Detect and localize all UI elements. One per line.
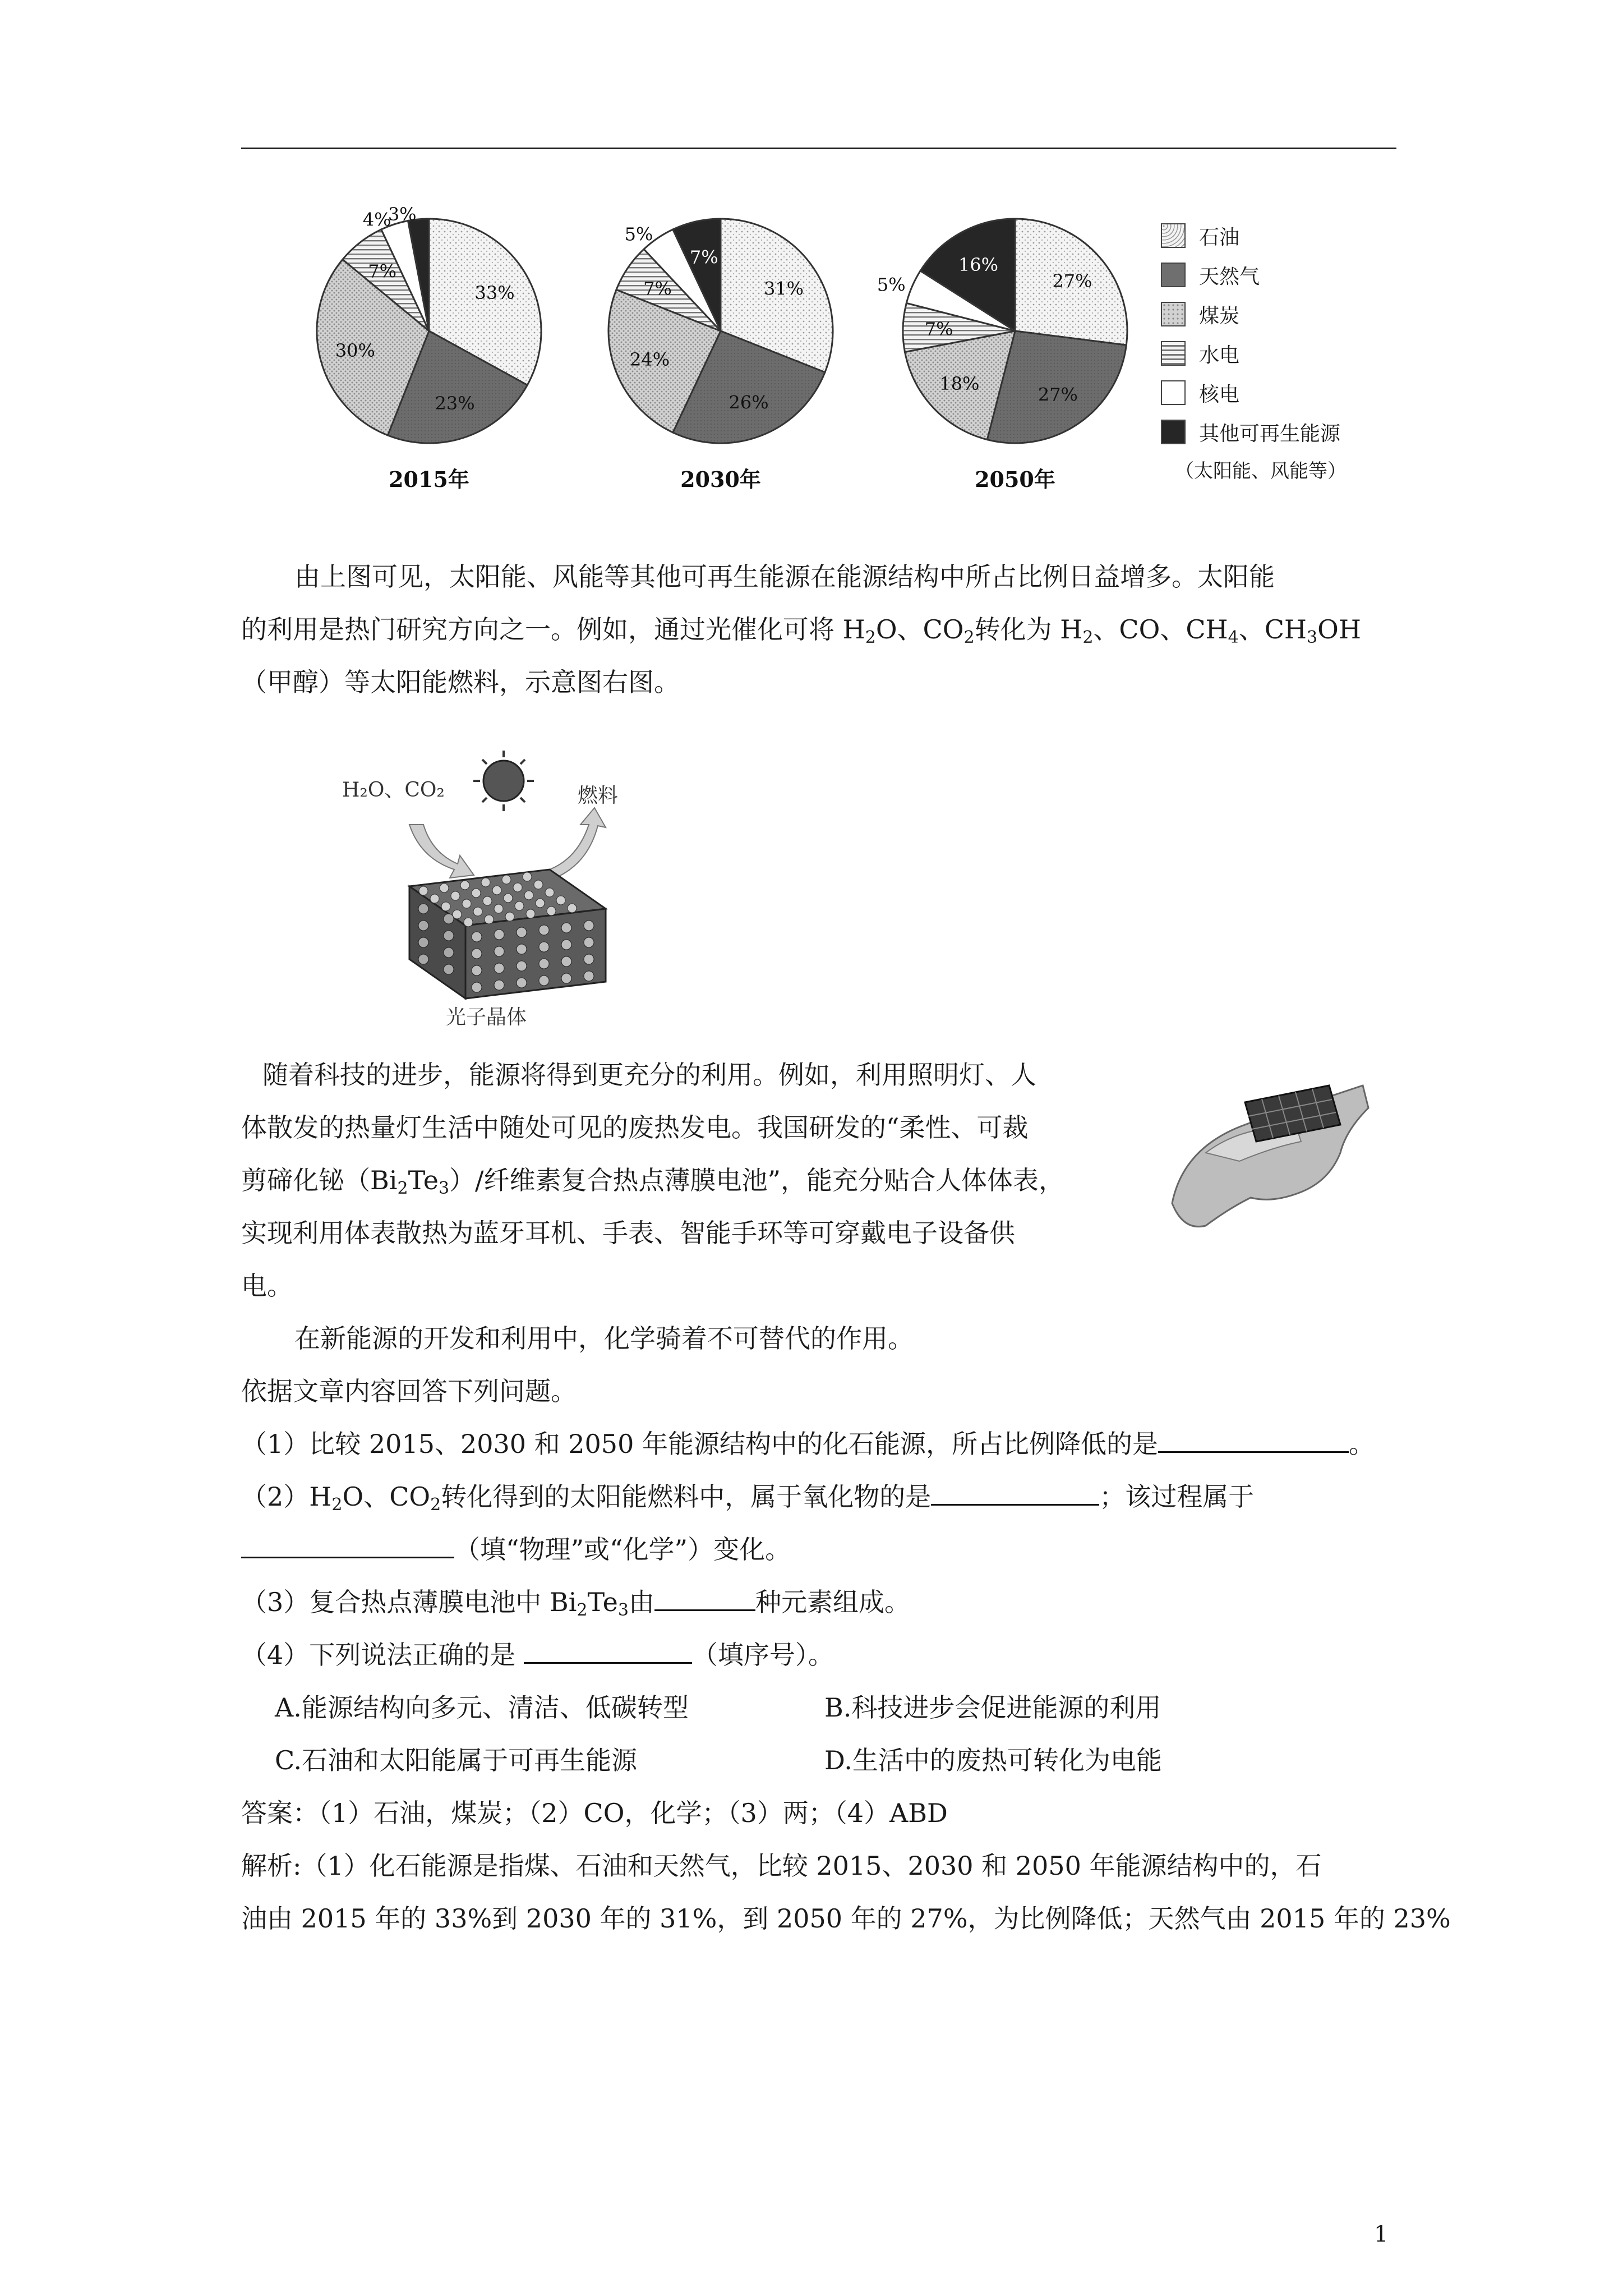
legend-label: 水电 bbox=[1199, 343, 1240, 367]
figure2-caption: 光子晶体 bbox=[446, 1006, 527, 1029]
pie-label-gas: 27% bbox=[1038, 384, 1078, 406]
figure2-output-label: 燃料 bbox=[578, 784, 619, 807]
para2-line2: 体散发的热量灯生活中随处可见的废热发电。我国研发的“柔性、可裁 bbox=[241, 1112, 1029, 1143]
pie-label-renew: 7% bbox=[689, 246, 718, 268]
pie-year-label: 2015年 bbox=[389, 467, 469, 492]
analysis-line2: 油由 2015 年的 33%到 2030 年的 31%，到 2050 年的 27%，为比例降低；天然气由 2015 年的 23% bbox=[241, 1903, 1451, 1934]
photonic-crystal-figure bbox=[325, 740, 684, 1032]
pie-label-coal: 24% bbox=[630, 349, 670, 371]
pie-chart-1 bbox=[608, 219, 833, 492]
answer-line: 答案：（1）石油，煤炭；（2）CO，化学；（3）两；（4）ABD bbox=[241, 1798, 948, 1828]
q2-oxide-blank[interactable] bbox=[931, 1481, 1099, 1506]
q4-answer-blank[interactable] bbox=[524, 1640, 692, 1664]
pie-label-coal: 30% bbox=[335, 339, 375, 361]
pie-label-oil: 31% bbox=[763, 278, 804, 300]
header-rule bbox=[241, 148, 1396, 149]
legend-label: 煤炭 bbox=[1199, 304, 1240, 328]
arrow-in-icon bbox=[409, 825, 474, 878]
para1-line1: 由上图可见，太阳能、风能等其他可再生能源在能源结构中所占比例日益增多。太阳能 bbox=[294, 562, 1275, 592]
pie-year-label: 2030年 bbox=[680, 467, 761, 492]
para2-line3: 剪碲化铋$(Bi_2Te_3)/$纤维素复合热点薄膜电池”，能充分贴合人体体表， bbox=[241, 1165, 1065, 1198]
q3-elements-blank[interactable] bbox=[654, 1587, 755, 1611]
pie-label-gas: 23% bbox=[435, 393, 475, 414]
option-c: C.石油和太阳能属于可再生能源 bbox=[275, 1745, 638, 1775]
para2-line5: 电。 bbox=[241, 1271, 293, 1301]
pie-label-renew: 3% bbox=[388, 203, 417, 225]
q2-change-blank[interactable] bbox=[241, 1534, 454, 1558]
legend-swatch bbox=[1161, 302, 1186, 326]
para2-line4: 实现利用体表散热为蓝牙耳机、手表、智能手环等可穿戴电子设备供 bbox=[241, 1218, 1015, 1248]
pie-label-hydro: 7% bbox=[368, 260, 396, 282]
questions-intro: 依据文章内容回答下列问题。 bbox=[241, 1376, 577, 1406]
pie-label-coal: 18% bbox=[939, 373, 980, 395]
question-1: （1）比较 2015、2030 和 2050 年能源结构中的化石能源，所占比例降低的是 。 bbox=[241, 1429, 1375, 1459]
legend-swatch bbox=[1161, 223, 1186, 248]
legend-item-nuclear bbox=[1161, 376, 1239, 409]
legend-note: （太阳能、风能等） bbox=[1175, 460, 1347, 482]
para1-line2: 的利用是热门研究方向之一。例如，通过光催化可将 $H_2O$、$CO_2$转化为 $H_2$、CO、$CH_4$、$CH_3OH$ bbox=[241, 614, 1361, 647]
pie-label-gas: 26% bbox=[728, 392, 769, 413]
para3: 在新能源的开发和利用中，化学骑着不可替代的作用。 bbox=[294, 1323, 914, 1354]
legend-label: 其他可再生能源 bbox=[1199, 422, 1341, 445]
arrow-out-icon bbox=[550, 808, 606, 878]
legend-label: 天然气 bbox=[1199, 265, 1260, 288]
legend-item-oil bbox=[1161, 219, 1239, 252]
crystal-cube-icon bbox=[409, 869, 606, 999]
pie-label-renew: 16% bbox=[958, 254, 999, 275]
legend-item-gas bbox=[1161, 258, 1260, 292]
question-4: （4）下列说法正确的是 （填序号）。 bbox=[241, 1640, 834, 1670]
legend-swatch bbox=[1161, 380, 1186, 405]
analysis-line1: 解析:（1）化石能源是指煤、石油和天然气，比较 2015、2030 和 2050 年能源结构中的，石 bbox=[241, 1851, 1322, 1881]
pie-label-hydro: 7% bbox=[643, 278, 672, 300]
pie-year-label: 2050年 bbox=[975, 467, 1055, 492]
legend-swatch bbox=[1161, 263, 1186, 287]
pie-label-nuclear: 5% bbox=[877, 274, 906, 296]
hand-device-figure bbox=[1161, 1063, 1374, 1243]
figure2-input-label: H₂O、CO₂ bbox=[342, 779, 445, 802]
option-d: D.生活中的废热可转化为电能 bbox=[824, 1745, 1162, 1775]
legend-label: 石油 bbox=[1199, 226, 1240, 249]
page-number: 1 bbox=[1374, 2221, 1389, 2247]
legend-swatch bbox=[1161, 420, 1186, 444]
legend-item-renew bbox=[1161, 415, 1340, 449]
q1-answer-blank[interactable] bbox=[1158, 1429, 1349, 1453]
pie-chart-0 bbox=[317, 204, 541, 492]
legend-item-coal bbox=[1161, 297, 1239, 331]
question-3: （3）复合热点薄膜电池中 $Bi_2Te_3$由 种元素组成。 bbox=[241, 1587, 910, 1620]
question-2: $(2)H_2O$、$CO_2$转化得到的太阳能燃料中，属于氧化物的是 ；该过程属于 bbox=[241, 1481, 1255, 1515]
pie-label-oil: 27% bbox=[1052, 270, 1092, 292]
question-2-cont: （填“物理”或“化学”）变化。 bbox=[241, 1529, 791, 1566]
para2-line1: 随着科技的进步，能源将得到更充分的利用。例如，利用照明灯、人 bbox=[262, 1060, 1036, 1090]
option-b: B.科技进步会促进能源的利用 bbox=[824, 1692, 1161, 1723]
para1-line3: （甲醇）等太阳能燃料，示意图右图。 bbox=[241, 667, 680, 697]
pie-label-nuclear: 4% bbox=[362, 209, 391, 231]
sun-icon bbox=[473, 751, 534, 811]
legend-item-hydro bbox=[1161, 337, 1239, 370]
pie-label-hydro: 7% bbox=[924, 318, 953, 340]
pie-label-oil: 33% bbox=[474, 282, 515, 303]
pie-label-nuclear: 5% bbox=[624, 223, 653, 245]
legend-swatch bbox=[1161, 341, 1186, 366]
option-a: A.能源结构向多元、清洁、低碳转型 bbox=[275, 1692, 689, 1723]
pie-chart-2 bbox=[877, 219, 1127, 492]
legend-label: 核电 bbox=[1199, 383, 1240, 406]
